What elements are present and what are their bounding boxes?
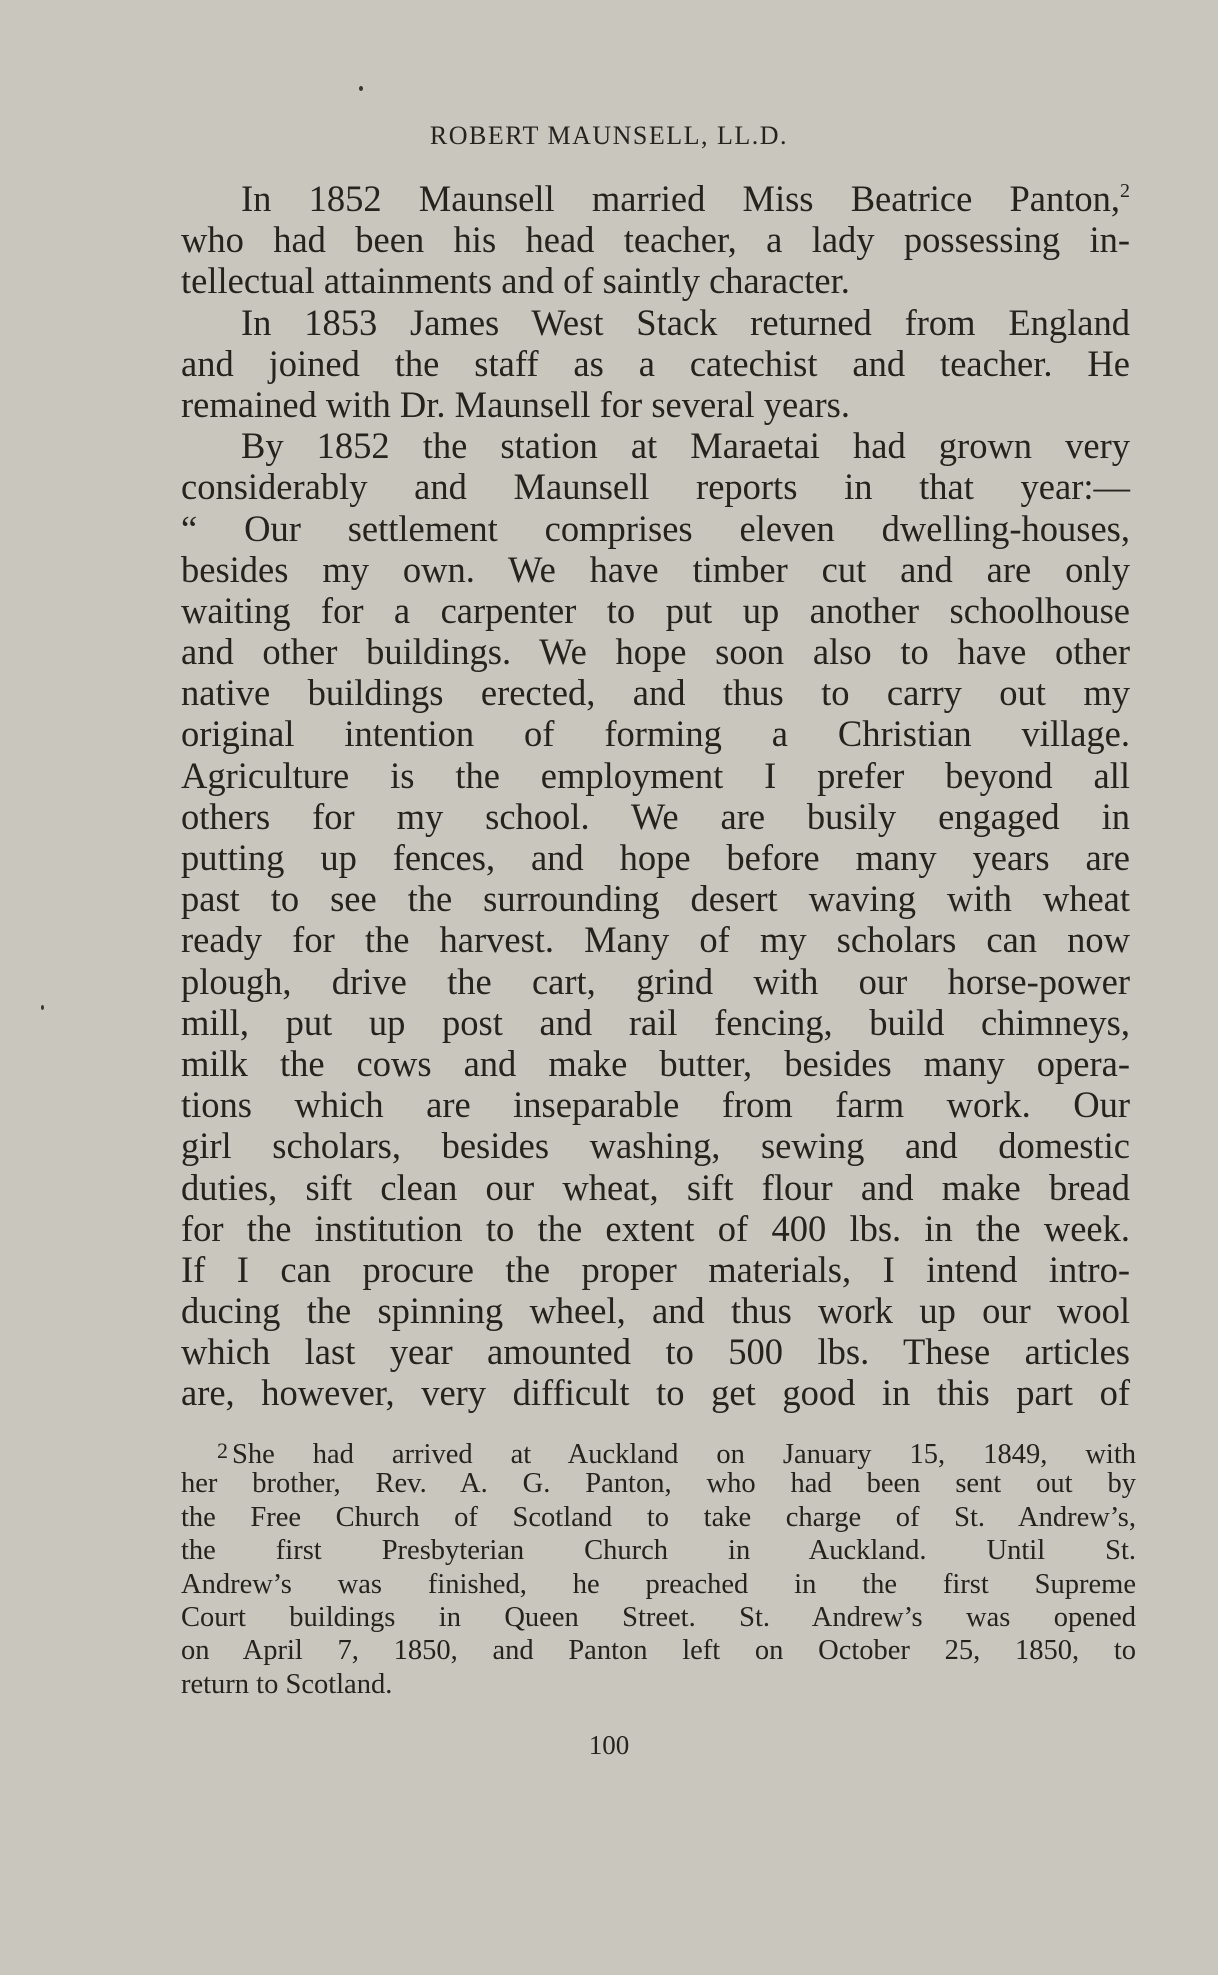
- body-line: mill, put up post and rail fencing, build chimneys,: [181, 1001, 1130, 1043]
- body-line: besides my own. We have timber cut and are only: [181, 548, 1130, 590]
- running-head: ROBERT MAUNSELL, LL.D.: [429, 121, 789, 150]
- body-line: considerably and Maunsell reports in that year:—: [181, 466, 1130, 508]
- body-line: native buildings erected, and thus to carry out my: [181, 672, 1130, 714]
- body-line: plough, drive the cart, grind with our horse-power: [181, 960, 1130, 1002]
- footnote-line: return to Scotland.: [181, 1668, 393, 1700]
- body-line: past to see the surrounding desert waving with wheat: [181, 878, 1130, 920]
- body-line: milk the cows and make butter, besides many opera-: [181, 1042, 1130, 1084]
- body-line: others for my school. We are busily engaged in: [181, 795, 1130, 837]
- footnote-line: 2 She had arrived at Auckland on January 15, 1849, with: [217, 1438, 1136, 1470]
- body-line: If I can procure the proper materials, I intend intro-: [181, 1248, 1130, 1290]
- body-line: In 1853 James West Stack returned from England: [241, 301, 1130, 343]
- body-line: “ Our settlement comprises eleven dwelling-houses,: [181, 507, 1130, 549]
- body-line: Agriculture is the employment I prefer beyond all: [181, 754, 1130, 796]
- footnote-reference: 2: [1120, 180, 1130, 202]
- body-line: which last year amounted to 500 lbs. These articles: [181, 1331, 1130, 1373]
- page-number: 100: [588, 1730, 630, 1760]
- paper-speck: [41, 1005, 44, 1010]
- paper-speck: [359, 86, 363, 91]
- body-line: ready for the harvest. Many of my scholars can now: [181, 919, 1130, 961]
- footnote-line: Court buildings in Queen Street. St. Andrew’s was opened: [181, 1601, 1136, 1633]
- body-line: putting up fences, and hope before many years are: [181, 837, 1130, 878]
- footnote-line: the Free Church of Scotland to take charge of St. Andrew’s,: [181, 1501, 1136, 1533]
- body-line: are, however, very difficult to get good in this part of: [181, 1372, 1130, 1414]
- body-line: and other buildings. We hope soon also to have other: [181, 631, 1130, 673]
- body-line: duties, sift clean our wheat, sift flour and make bread: [181, 1166, 1130, 1208]
- body-line: In 1852 Maunsell married Miss Beatrice Panton,$^2$: [241, 178, 1130, 219]
- body-line: original intention of forming a Christian village.: [181, 713, 1130, 755]
- body-line: tions which are inseparable from farm work. Our: [181, 1084, 1130, 1126]
- body-line: tellectual attainments and of saintly character.: [181, 260, 850, 302]
- footnote-line: on April 7, 1850, and Panton left on October 25, 1850, to: [181, 1635, 1136, 1667]
- footnote-marker: 2: [217, 1438, 228, 1463]
- body-text: [181, 178, 1130, 1414]
- body-line: ducing the spinning wheel, and thus work up our wool: [181, 1290, 1130, 1332]
- footnote-line: her brother, Rev. A. G. Panton, who had been sent out by: [181, 1468, 1136, 1500]
- body-line: who had been his head teacher, a lady possessing in-: [181, 219, 1130, 261]
- body-line: and joined the staff as a catechist and teacher. He: [181, 342, 1130, 384]
- body-line: for the institution to the extent of 400 lbs. in the week.: [181, 1207, 1130, 1249]
- body-line: remained with Dr. Maunsell for several years.: [181, 383, 850, 425]
- footnote-line: Andrew’s was finished, he preached in the first Supreme: [181, 1568, 1136, 1600]
- footnote: [181, 1434, 1136, 1701]
- body-line: By 1852 the station at Maraetai had grown very: [241, 425, 1130, 467]
- footnote-line: the first Presbyterian Church in Auckland. Until St.: [181, 1535, 1136, 1567]
- body-line: girl scholars, besides washing, sewing and domestic: [181, 1125, 1130, 1167]
- body-line: waiting for a carpenter to put up another schoolhouse: [181, 589, 1130, 631]
